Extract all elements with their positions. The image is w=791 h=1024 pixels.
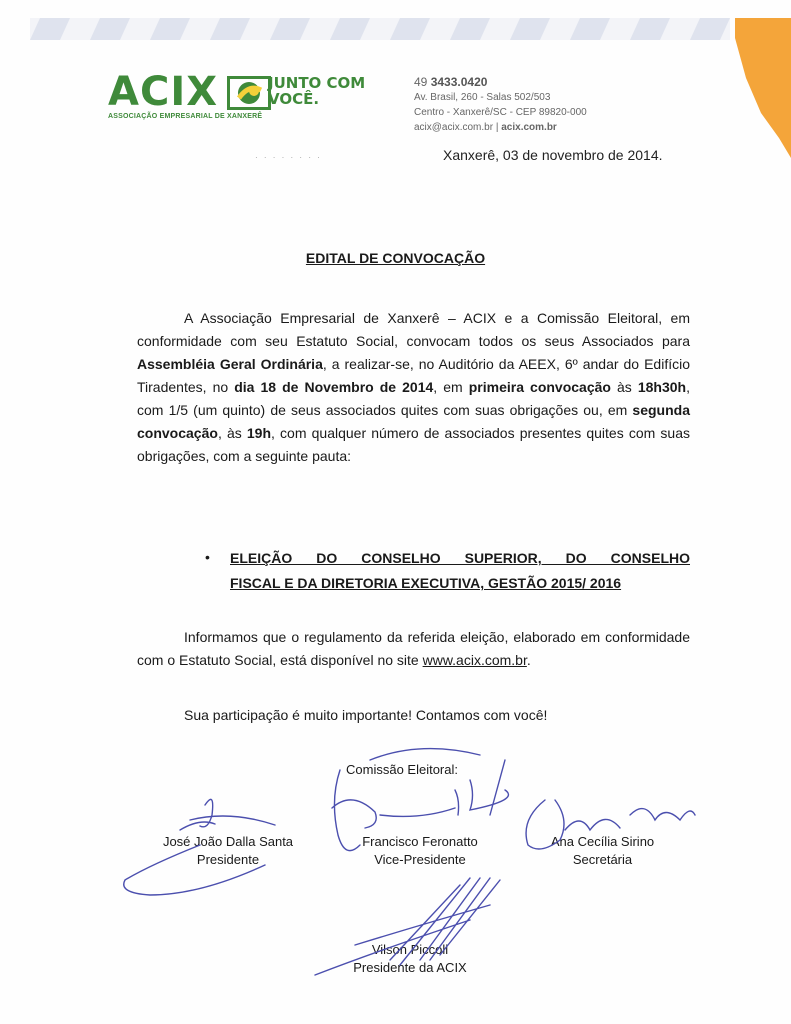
commission-label: Comissão Eleitoral: — [346, 762, 458, 777]
email-website — [414, 120, 587, 135]
signatory-name: Francisco Feronatto — [362, 834, 478, 849]
signatory-president — [140, 833, 316, 869]
text-run: , em — [433, 379, 469, 395]
scan-artifact: · · · · · · · · — [255, 153, 322, 162]
text-run: , a realizar-se, no Auditório da AEEX, 6º andar do Edifício Tiradentes, no — [137, 356, 690, 395]
signatory-role: Presidente — [196, 852, 260, 867]
address-line: Av. Brasil, 260 - Salas 502/503 — [414, 92, 551, 103]
contact-block — [414, 75, 587, 135]
website: acix.com.br — [501, 122, 557, 133]
signatory-vice-president — [335, 833, 505, 869]
corner-accent — [721, 18, 791, 158]
agenda-line: ELEIÇÃO DO CONSELHO SUPERIOR, DO CONSELHO — [230, 550, 690, 566]
signatory-role: Secretária — [572, 852, 633, 867]
signatory-name: Ana Cecília Sirino — [550, 834, 655, 849]
phone-prefix: 49 — [414, 75, 428, 89]
slogan — [268, 75, 378, 107]
email: acix@acix.com.br — [414, 122, 494, 133]
agenda-item — [230, 546, 690, 596]
text-run: Informamos que o regulamento da referida eleição, elaborado em conformidade com o Estatuto Social, está disponível no site — [137, 629, 690, 668]
document-title: EDITAL DE CONVOCAÇÃO — [305, 250, 486, 266]
bold-run: primeira convocação — [468, 379, 611, 395]
paragraph-closing: Sua participação é muito importante! Contamos com você! — [184, 707, 548, 723]
bold-run: dia 18 de Novembro de 2014 — [234, 379, 434, 395]
signatory-acix-president — [330, 941, 490, 977]
bold-run: 18h30h — [637, 379, 687, 395]
text-run: , às — [217, 425, 247, 441]
letterhead-stripe — [30, 18, 730, 40]
acix-logo — [108, 69, 271, 115]
text-run: A Associação Empresarial de Xanxerê – ACIX e a Comissão Eleitoral, em conformidade com seu Estatuto Social, convocam todos os seus Associados para — [137, 310, 690, 349]
text-run: às — [610, 379, 638, 395]
text-run: , com 1/5 (um quinto) de seus associados quites com suas obrigações ou, em — [137, 379, 690, 418]
text-run: . — [526, 652, 531, 668]
website-link[interactable]: www.acix.com.br — [422, 652, 527, 668]
signatory-name: Vilson Piccoli — [371, 942, 449, 957]
phone — [414, 75, 587, 90]
logo-mark-icon — [227, 76, 271, 115]
bold-run: 19h — [246, 425, 272, 441]
signatory-role: Presidente da ACIX — [353, 960, 467, 975]
signatory-secretary — [520, 833, 685, 869]
paragraph-convocation — [137, 307, 690, 468]
phone-number: 3433.0420 — [430, 75, 488, 89]
bold-run: Assembléia Geral Ordinária — [137, 356, 323, 372]
document-date: Xanxerê, 03 de novembro de 2014. — [443, 147, 663, 163]
logo-subtitle: ASSOCIAÇÃO EMPRESARIAL DE XANXERÊ — [108, 113, 263, 120]
signatory-role: Vice-Presidente — [374, 852, 466, 867]
signatory-name: José João Dalla Santa — [162, 834, 294, 849]
agenda-bullet: • — [205, 549, 210, 565]
logo-text: ACIX — [108, 69, 219, 115]
address-line: Centro - Xanxerê/SC - CEP 89820-000 — [414, 107, 587, 118]
separator: | — [495, 122, 499, 133]
text-run: , com qualquer número de associados presentes quites com suas obrigações, com a seguinte pauta: — [137, 425, 690, 464]
slogan-line: VOCÊ. — [268, 90, 320, 108]
paragraph-regulation — [137, 626, 690, 672]
agenda-line: FISCAL E DA DIRETORIA EXECUTIVA, GESTÃO 2015/ 2016 — [230, 575, 622, 591]
bold-run: segunda convocação — [137, 402, 690, 441]
slogan-line: JUNTO COM — [268, 74, 366, 92]
